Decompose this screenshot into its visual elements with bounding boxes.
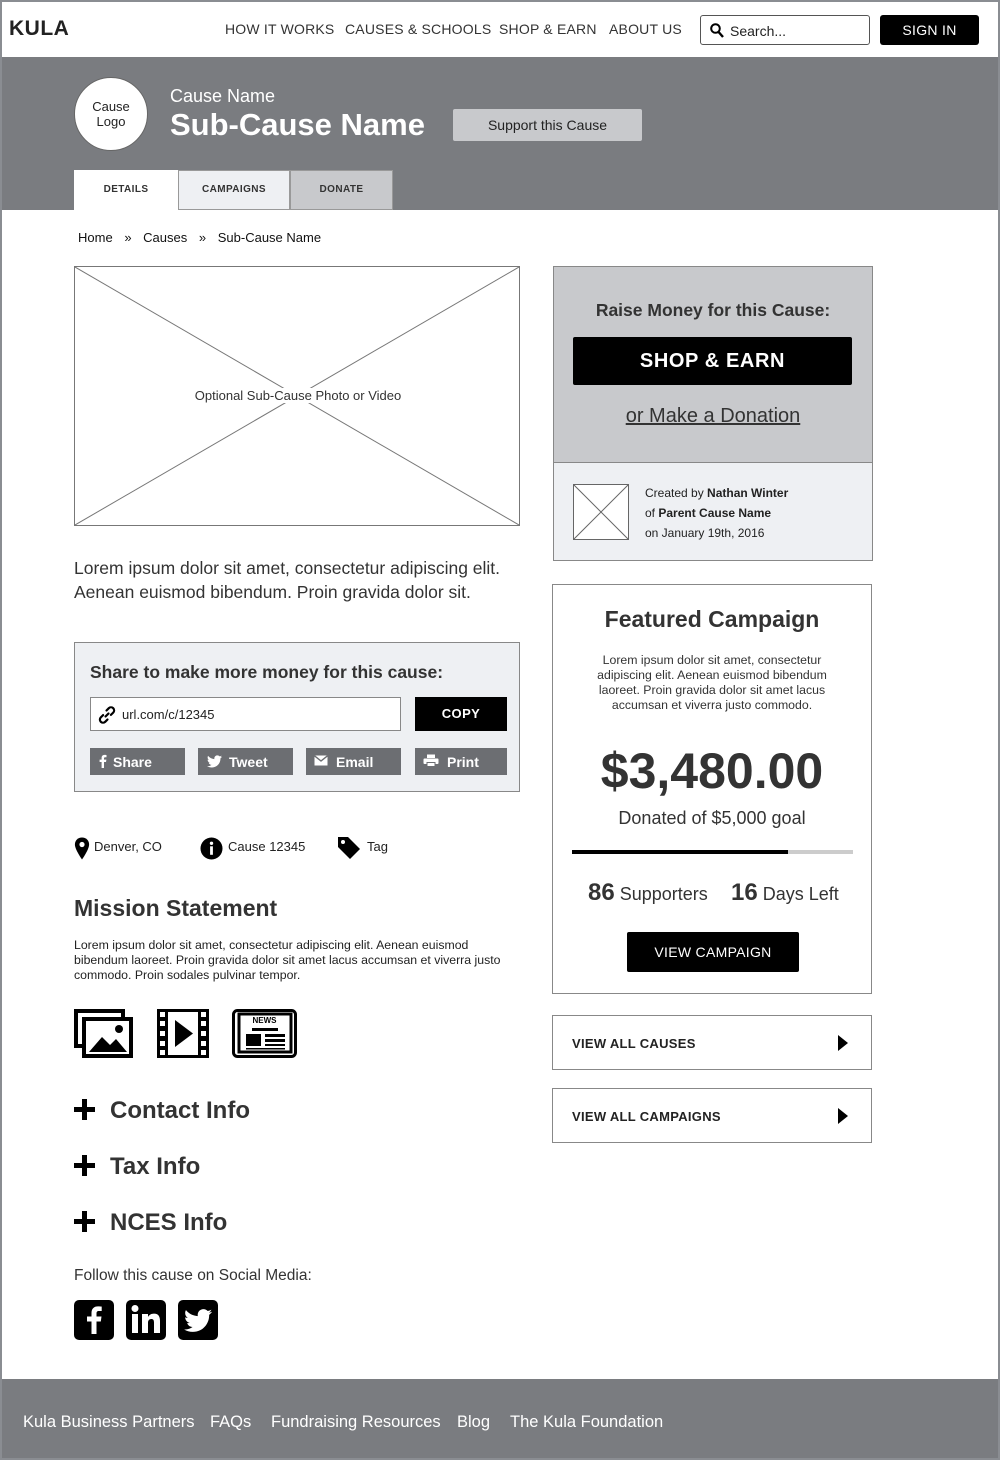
support-cause-button[interactable]: Support this Cause [453, 109, 642, 141]
view-all-causes-button[interactable] [552, 1015, 872, 1070]
printer-icon [423, 754, 439, 767]
print-button[interactable] [415, 748, 507, 775]
cause-logo-line2: Logo [96, 114, 126, 129]
nav-about-us[interactable]: ABOUT US [609, 21, 682, 37]
tag-text[interactable]: Tag [367, 839, 388, 854]
facebook-link[interactable] [74, 1300, 114, 1340]
sign-in-button[interactable]: SIGN IN [880, 15, 979, 45]
twitter-tweet-label: Tweet [229, 754, 268, 770]
contact-info-accordion[interactable] [74, 1097, 274, 1127]
footer-link-kula-foundation[interactable]: The Kula Foundation [510, 1413, 664, 1431]
facebook-icon [98, 754, 108, 768]
copy-url-button[interactable]: COPY [415, 697, 507, 731]
creator-panel [553, 462, 873, 561]
view-campaign-button[interactable]: VIEW CAMPAIGN [627, 932, 799, 972]
page-title: Sub-Cause Name [170, 107, 425, 142]
cause-logo [74, 77, 148, 151]
info-icon [200, 837, 223, 860]
supporters-count: 86 [588, 879, 615, 906]
breadcrumb-separator: » [198, 230, 207, 245]
of-prefix: of [645, 506, 656, 520]
featured-campaign-heading: Featured Campaign [604, 606, 820, 632]
email-share-button[interactable] [306, 748, 401, 775]
campaign-progress-bar [572, 850, 853, 854]
contact-info-label: Contact Info [110, 1097, 250, 1124]
share-url-value: url.com/c/12345 [122, 707, 215, 722]
raise-money-heading: Raise Money for this Cause: [595, 300, 831, 320]
days-left-label: Days Left [762, 884, 839, 904]
media-placeholder-label: Optional Sub-Cause Photo or Video [194, 388, 402, 403]
nav-how-it-works[interactable]: HOW IT WORKS [225, 21, 335, 37]
breadcrumb-current: Sub-Cause Name [217, 230, 322, 245]
cause-logo-line1: Cause [92, 99, 130, 114]
follow-social-text: Follow this cause on Social Media: [74, 1267, 312, 1284]
featured-campaign-description: Lorem ipsum dolor sit amet, consectetur adipiscing elit. Aenean euismod bibendum laoreet. Proin gravida dolor sit amet lacus accumsan et viverra justo commodo. [597, 653, 827, 712]
nav-shop-earn[interactable]: SHOP & EARN [499, 21, 597, 37]
donated-amount: $3,480.00 [600, 743, 824, 799]
search-box[interactable] [700, 15, 870, 45]
campaign-progress-fill [572, 850, 788, 854]
nces-info-accordion[interactable] [74, 1209, 274, 1239]
donation-goal-text: Donated of $5,000 goal [618, 808, 806, 828]
news-gallery-icon[interactable] [232, 1009, 297, 1058]
view-all-causes-label: VIEW ALL CAUSES [572, 1036, 696, 1051]
creator-name[interactable]: Nathan Winter [707, 486, 789, 500]
parent-cause-name[interactable]: Cause Name [170, 86, 276, 106]
footer-link-business-partners[interactable]: Kula Business Partners [23, 1413, 195, 1431]
days-left-count: 16 [731, 879, 758, 906]
breadcrumb-separator: » [124, 230, 132, 245]
envelope-icon [314, 755, 328, 766]
twitter-tweet-button[interactable] [198, 748, 293, 775]
link-icon [97, 705, 117, 725]
tab-donate[interactable]: DONATE [290, 170, 393, 210]
tab-campaigns[interactable]: CAMPAIGNS [178, 170, 290, 210]
share-title: Share to make more money for this cause: [90, 662, 444, 682]
plus-icon [74, 1211, 95, 1232]
play-arrow-icon [837, 1108, 849, 1124]
print-label: Print [447, 754, 479, 770]
view-all-campaigns-label: VIEW ALL CAMPAIGNS [572, 1109, 721, 1124]
email-share-label: Email [336, 754, 374, 770]
tag-icon [337, 836, 361, 860]
plus-icon [74, 1155, 95, 1176]
twitter-link[interactable] [178, 1300, 218, 1340]
twitter-icon [207, 755, 222, 768]
parent-cause-link[interactable]: Parent Cause Name [658, 506, 772, 520]
tax-info-label: Tax Info [110, 1153, 201, 1180]
subcause-media-placeholder[interactable] [74, 266, 520, 526]
twitter-icon [178, 1300, 218, 1340]
mission-statement-text: Lorem ipsum dolor sit amet, consectetur adipiscing elit. Aenean euismod bibendum laoreet. Proin gravida dolor sit amet lacus accumsan et viverra justo commodo. Proin sodales pulvinar tempor. [74, 938, 501, 982]
facebook-share-button[interactable] [90, 748, 185, 775]
footer-link-fundraising-resources[interactable]: Fundraising Resources [271, 1413, 441, 1431]
news-icon-label: NEWS [252, 1016, 277, 1025]
created-by-prefix: Created by [645, 486, 704, 500]
make-donation-link[interactable]: or Make a Donation [625, 405, 801, 427]
view-all-campaigns-button[interactable] [552, 1088, 872, 1143]
tab-details[interactable]: DETAILS [74, 170, 178, 210]
photo-gallery-icon[interactable] [74, 1009, 133, 1058]
search-icon [710, 23, 724, 38]
linkedin-icon [126, 1300, 166, 1340]
nces-info-label: NCES Info [110, 1209, 228, 1236]
search-input[interactable] [730, 21, 865, 40]
cause-id-text: Cause 12345 [228, 839, 306, 854]
mission-statement-heading: Mission Statement [74, 895, 278, 921]
footer-link-blog[interactable]: Blog [457, 1413, 491, 1431]
tax-info-accordion[interactable] [74, 1153, 274, 1183]
plus-icon [74, 1099, 95, 1120]
cause-description: Lorem ipsum dolor sit amet, consectetur adipiscing elit. Aenean euismod bibendum. Proin gravida dolor sit. [74, 558, 501, 602]
breadcrumb-causes[interactable]: Causes [143, 230, 188, 245]
site-logo[interactable]: KULA [9, 17, 70, 40]
location-pin-icon [74, 837, 90, 860]
breadcrumb-home[interactable]: Home [78, 230, 113, 245]
supporters-stat [588, 879, 708, 907]
share-url-field[interactable] [90, 697, 401, 731]
linkedin-link[interactable] [126, 1300, 166, 1340]
supporters-label: Supporters [619, 884, 708, 904]
footer-link-faqs[interactable]: FAQs [210, 1413, 252, 1431]
shop-and-earn-button[interactable]: SHOP & EARN [573, 337, 852, 385]
breadcrumb [78, 230, 325, 245]
location-text: Denver, CO [94, 839, 162, 854]
facebook-share-label: Share [113, 754, 152, 770]
created-date: on January 19th, 2016 [645, 526, 765, 540]
video-gallery-icon[interactable] [157, 1009, 209, 1058]
facebook-icon [74, 1300, 114, 1340]
creator-avatar-placeholder-icon [573, 484, 629, 540]
play-arrow-icon [837, 1035, 849, 1051]
days-left-stat [731, 879, 839, 907]
nav-causes-schools[interactable]: CAUSES & SCHOOLS [345, 21, 492, 37]
